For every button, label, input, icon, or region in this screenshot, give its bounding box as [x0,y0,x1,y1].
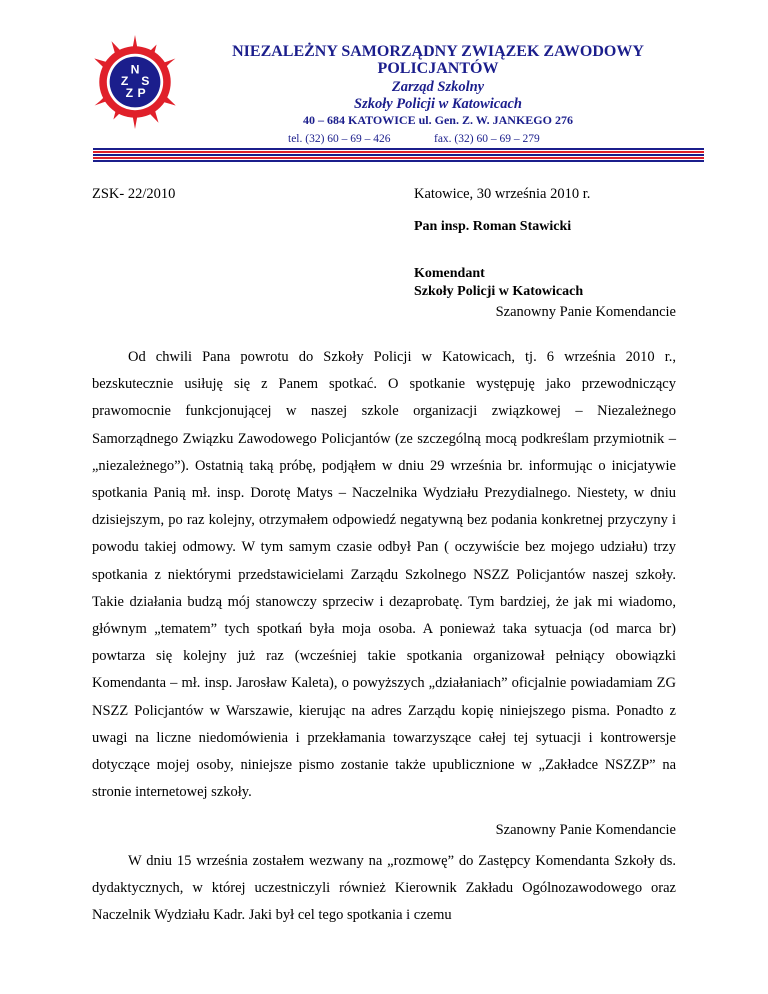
reference-number: ZSK- 22/2010 [92,186,176,202]
org-name-line2: POLICJANTÓW [377,60,499,77]
org-address: 40 – 684 KATOWICE ul. Gen. Z. W. JANKEGO 276 [303,113,573,127]
org-phone: tel. (32) 60 – 69 – 426 [288,133,391,145]
nszzp-logo [88,35,182,129]
org-unit-line2: Szkoły Policji w Katowicach [354,96,522,112]
letter-date: Katowice, 30 września 2010 r. [414,186,591,202]
recipient-name: Pan insp. Roman Stawicki [414,219,572,234]
recipient-title: Komendant [414,266,485,281]
org-name [210,43,666,77]
org-unit [210,79,666,113]
logo-letter-z2: Z [125,86,134,101]
logo-letter-n: N [130,62,140,77]
logo-letter-s: S [141,73,150,88]
greeting-2: Szanowny Panie Komendancie [495,822,676,838]
logo-letter-z: Z [120,73,129,88]
recipient-unit: Szkoły Policji w Katowicach [414,284,584,299]
org-unit-line1: Zarząd Szkolny [391,79,485,95]
body-paragraph-1: Od chwili Pana powrotu do Szkoły Policji w Katowicach, tj. 6 września 2010 r., bezskutecznie usiłuję się z Panem spotkać. O spotkanie występuję jako przewodniczący prawomocnie funkcjonującej w naszej szkole organizacji związkowej – Niezależnego Samorządnego Związku Zawodowego Policjantów (ze szczególną mocą podkreślam przymiotnik – „niezależnego”). Ostatnią taką próbę, podjąłem w dniu 29 września br. informując o inicjatywie spotkania Panią mł. insp. Dorotę Matys – Naczelnika Wydziału Prezydialnego. Niestety, w dniu dzisiejszym, po raz kolejny, otrzymałem odpowiedź negatywną bez podania konkretnej przyczyny i powodu takiej odmowy. W tym samym czasie odbył Pan ( oczywiście bez mojego udziału) trzy spotkania z niektórymi przedstawicielami Zarządu Szkolnego NSZZ Policjantów naszej szkoły. Takie działania budzą mój stanowczy sprzeciw i dezaprobatę. Tym bardziej, że jak mi wiadomo, głównym „tematem” tych spotkań była moja osoba. A ponieważ taka sytuacja (od marca br) powtarza się kolejny już raz (wcześniej takie spotkania organizował pełniący obowiązki Komendanta – mł. insp. Jarosław Kaleta), o powyższych „działaniach” oficjalnie powiadamiam ZG NSZZ Policjantów w Warszawie, kierując na adres Zarządu kopię niniejszego pisma. Ponadto z uwagi na liczne niedomówienia i przekłamania towarzyszące całej tej sytuacji i kontrowersje dotyczące mojej osoby, niniejsze pismo zostanie także upublicznione w „Zakładce NSZZP” na stronie internetowej szkoły. [92,349,676,801]
org-name-line1: NIEZALEŻNY SAMORZĄDNY ZWIĄZEK ZAWODOWY [232,43,644,60]
greeting: Szanowny Panie Komendancie [495,304,676,320]
org-fax: fax. (32) 60 – 69 – 279 [434,133,540,145]
logo-letter-p: P [137,86,146,101]
body-paragraph-2: W dniu 15 września zostałem wezwany na „rozmowę” do Zastępcy Komendanta Szkoły ds. dydaktycznych, w której uczestniczyli również Kierownik Zakładu Ogólnozawodowego oraz Naczelnik Wydziału Kadr. Jaki był cel tego spotkania i czemu [92,853,676,924]
header-divider-stripes [93,148,704,168]
